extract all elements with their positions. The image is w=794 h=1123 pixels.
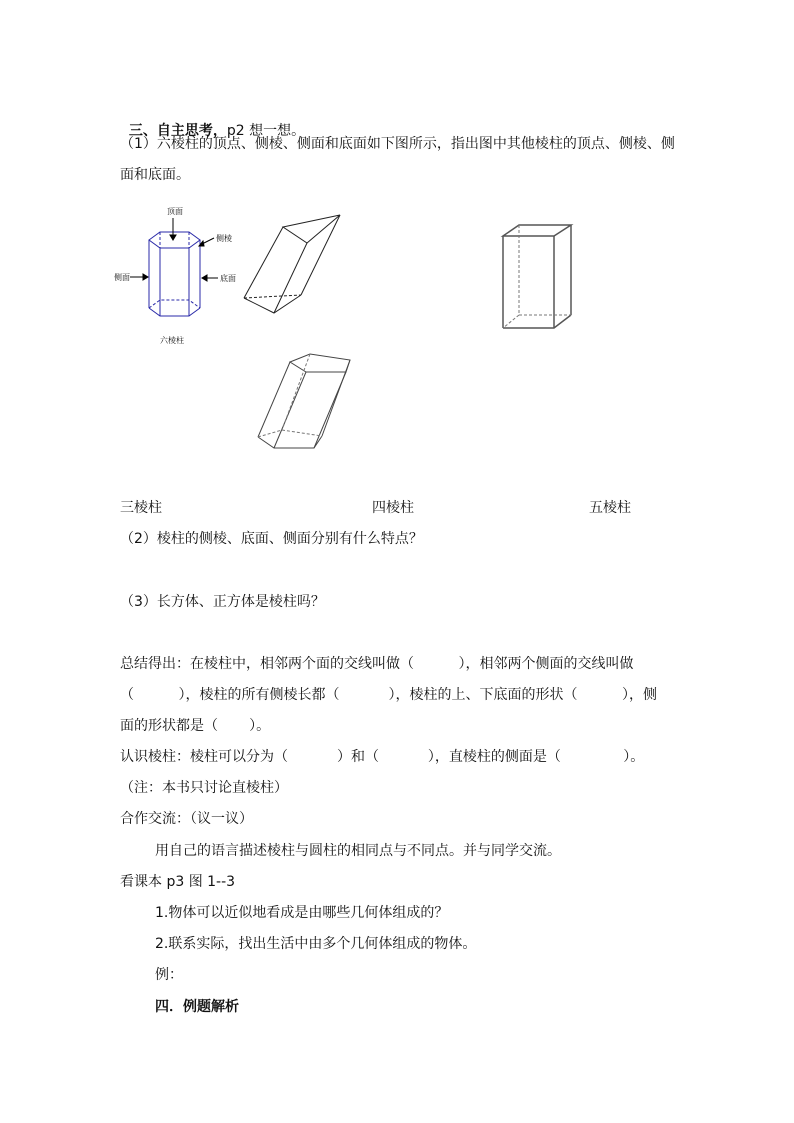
summary-line1: 总结得出：在棱柱中，相邻两个面的交线叫做（ ），相邻两个侧面的交线叫做 [120, 656, 634, 672]
textbook-item1: 1.物体可以近似地看成是由哪些几何体组成的？ [155, 905, 449, 921]
hex-prism-caption: 六棱柱 [160, 336, 184, 345]
textbook-heading: 看课本 p3 图 1--3 [120, 874, 236, 890]
summary-line2: （ ），棱柱的所有侧棱长都（ ），棱柱的上、下底面的形状（ ），侧 [120, 687, 657, 703]
question1-line2: 面和底面。 [120, 167, 190, 183]
section4-heading: 四．例题解析 [155, 999, 239, 1015]
triangular-prism-label: 三棱柱 [120, 500, 162, 516]
cooperation-text: 用自己的语言描述棱柱与圆柱的相同点与不同点。并与同学交流。 [155, 843, 561, 859]
textbook-item2: 2.联系实际，找出生活中由多个几何体组成的物体。 [155, 936, 477, 952]
question2: （2）棱柱的侧棱、底面、侧面分别有什么特点？ [120, 531, 423, 547]
lateral-edge-label: 侧棱 [216, 234, 232, 243]
pentagonal-prism-figure [250, 350, 380, 460]
quadrangular-prism-label: 四棱柱 [372, 500, 414, 516]
section-heading-bold: 三、自主思考， [128, 123, 227, 139]
side-face-label: 侧面 [114, 273, 130, 282]
triangular-prism-figure [230, 205, 360, 325]
bottom-face-label: 底面 [220, 274, 236, 283]
classification-line: 认识棱柱：棱柱可以分为（ ）和（ ），直棱柱的侧面是（ ）。 [120, 749, 645, 765]
classification-note: （注：本书只讨论直棱柱） [120, 780, 288, 796]
question1-line1: （1）六棱柱的顶点、侧棱、侧面和底面如下图所示，指出图中其他棱柱的顶点、侧棱、侧 [120, 136, 675, 152]
summary-line3: 面的形状都是（ ）。 [120, 718, 271, 734]
question3: （3）长方体、正方体是棱柱吗？ [120, 594, 325, 610]
pentagonal-prism-label: 五棱柱 [589, 500, 631, 516]
textbook-example: 例： [155, 967, 183, 983]
quadrangular-prism-figure [495, 220, 585, 340]
cooperation-heading: 合作交流：（议一议） [120, 811, 253, 827]
hexagonal-prism-figure [112, 200, 242, 350]
top-face-label: 顶面 [167, 207, 183, 216]
section-heading-rest: p2 想一想。 [226, 123, 306, 139]
